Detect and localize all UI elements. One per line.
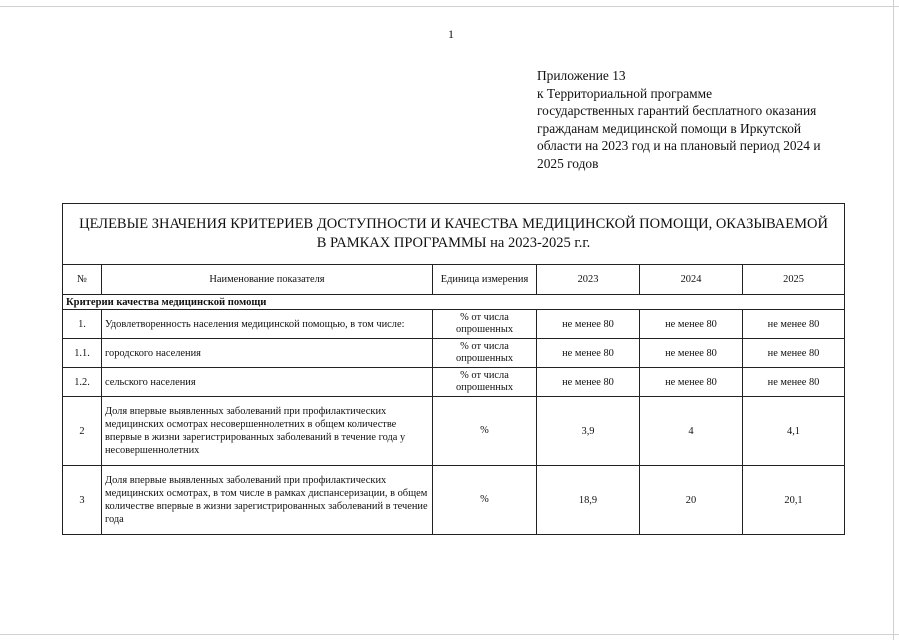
row-name: Удовлетворенность населения медицинской помощью, в том числе:	[102, 310, 433, 339]
row-unit: % от числа опрошенных	[433, 339, 537, 368]
row-2023: 3,9	[537, 397, 640, 466]
appendix-line: гражданам медицинской помощи в Иркутской	[537, 120, 802, 136]
section-row	[63, 295, 845, 310]
row-2024: 20	[640, 466, 743, 535]
header-2025: 2025	[743, 265, 845, 295]
header-2023: 2023	[537, 265, 640, 295]
row-2023: не менее 80	[537, 310, 640, 339]
row-2024: не менее 80	[640, 368, 743, 397]
table-header-row	[63, 265, 845, 295]
row-unit: % от числа опрошенных	[433, 368, 537, 397]
appendix-line: государственных гарантий бесплатного оказания	[537, 103, 817, 119]
row-name: Доля впервые выявленных заболеваний при профилактических медицинских осмотрах, в том числе в рамках диспансеризации, в общем количестве впервые в жизни зарегистрированных заболеваний в течение года	[102, 466, 433, 535]
header-unit: Единица измерения	[433, 265, 537, 295]
appendix-line: Приложение 13	[537, 68, 626, 83]
header-2024: 2024	[640, 265, 743, 295]
row-2024: 4	[640, 397, 743, 466]
row-2025: не менее 80	[743, 339, 845, 368]
row-2023: 18,9	[537, 466, 640, 535]
row-2023: не менее 80	[537, 339, 640, 368]
table-row	[63, 368, 845, 397]
appendix-line: области на 2023 год и на плановый период 2024 и	[537, 138, 821, 154]
row-unit: %	[433, 466, 537, 535]
header-name: Наименование показателя	[102, 265, 433, 295]
row-num: 1.2.	[63, 368, 102, 397]
row-num: 3	[63, 466, 102, 535]
row-2025: 20,1	[743, 466, 845, 535]
appendix-line: 2025 годов	[537, 155, 599, 171]
row-2025: не менее 80	[743, 310, 845, 339]
table-row	[63, 466, 845, 535]
scan-edge-top	[0, 6, 899, 7]
row-2024: не менее 80	[640, 310, 743, 339]
criteria-table	[62, 203, 845, 535]
page-number: 1	[448, 27, 454, 41]
appendix-line: к Территориальной программе	[537, 85, 713, 101]
scan-edge-bottom	[0, 634, 899, 635]
row-2023: не менее 80	[537, 368, 640, 397]
row-num: 2	[63, 397, 102, 466]
header-num: №	[63, 265, 102, 295]
row-num: 1.1.	[63, 339, 102, 368]
row-2025: 4,1	[743, 397, 845, 466]
row-unit: %	[433, 397, 537, 466]
row-name: Доля впервые выявленных заболеваний при профилактических медицинских осмотрах несовершеннолетних в общем количестве впервые в жизни зарегистрированных заболеваний в течение года у несовершеннолетних	[102, 397, 433, 466]
row-2025: не менее 80	[743, 368, 845, 397]
scan-edge-right	[893, 0, 894, 640]
section-title: Критерии качества медицинской помощи	[63, 295, 845, 310]
appendix-block	[537, 67, 857, 173]
row-unit: % от числа опрошенных	[433, 310, 537, 339]
table-title: ЦЕЛЕВЫЕ ЗНАЧЕНИЯ КРИТЕРИЕВ ДОСТУПНОСТИ И КАЧЕСТВА МЕДИЦИНСКОЙ ПОМОЩИ, ОКАЗЫВАЕМОЙ В РАМКАХ ПРОГРАММЫ на 2023-2025 г.г.	[63, 204, 845, 265]
row-num: 1.	[63, 310, 102, 339]
row-2024: не менее 80	[640, 339, 743, 368]
table-row	[63, 310, 845, 339]
row-name: городского населения	[102, 339, 433, 368]
table-row	[63, 339, 845, 368]
row-name: сельского населения	[102, 368, 433, 397]
table-row	[63, 397, 845, 466]
